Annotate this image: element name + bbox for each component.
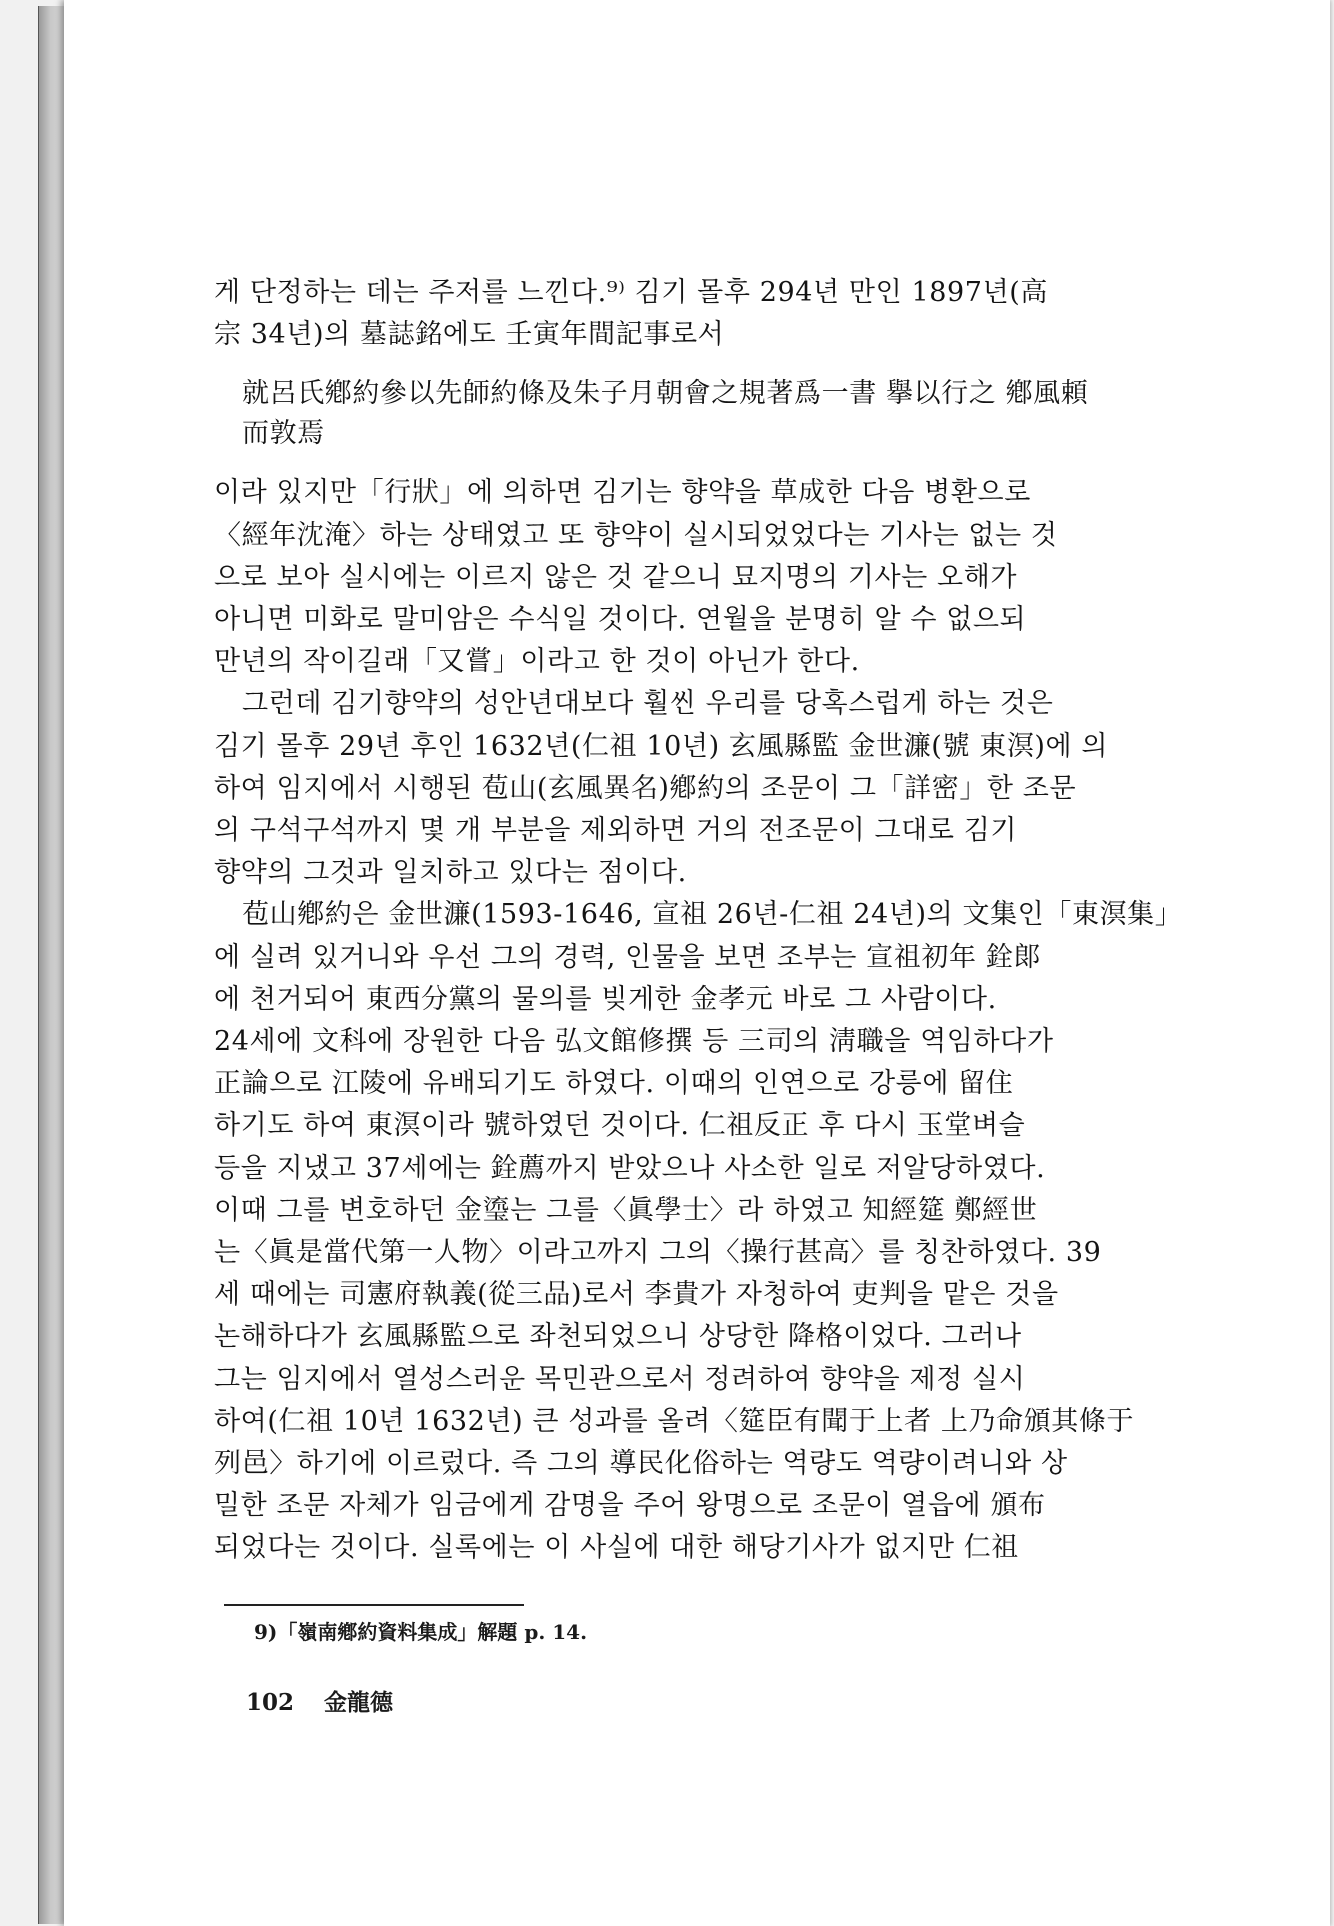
body-line: 하기도 하여 東溟이라 號하였던 것이다. 仁祖反正 후 다시 玉堂벼슬 — [214, 1110, 1026, 1142]
quote-line: 而敦焉 — [242, 418, 325, 450]
paragraph-3 — [214, 894, 1190, 1569]
footnote: 9)「嶺南鄕約資料集成」解題 p. 14. — [254, 1620, 588, 1644]
body-line: 밀한 조문 자체가 임금에게 감명을 주어 왕명으로 조문이 열읍에 頒布 — [214, 1490, 1046, 1522]
footnote-divider — [224, 1604, 524, 1606]
body-line: 그는 임지에서 열성스러운 목민관으로서 정려하여 향약을 제정 실시 — [214, 1363, 1026, 1395]
body-line: 에 실려 있거니와 우선 그의 경력, 인물을 보면 조부는 宣祖初年 銓郞 — [214, 941, 1041, 973]
body-line: 列邑〉하기에 이르렀다. 즉 그의 導民化俗하는 역량도 역량이려니와 상 — [214, 1448, 1068, 1480]
body-line: 〈經年沈淹〉하는 상태였고 또 향약이 실시되었었다는 기사는 없는 것 — [214, 519, 1058, 551]
body-line: 그런데 김기향약의 성안년대보다 훨씬 우리를 당혹스럽게 하는 것은 — [242, 688, 1054, 720]
body-line: 하여(仁祖 10년 1632년) 큰 성과를 올려〈筵臣有聞于上者 上乃命頒其條于 — [214, 1405, 1135, 1437]
body-line: 이라 있지만「行狀」에 의하면 김기는 향약을 草成한 다음 병환으로 — [214, 477, 1031, 509]
author-name: 金龍德 — [324, 1689, 394, 1716]
page-folio — [246, 1684, 393, 1717]
body-line: 이때 그를 변호하던 金瑬는 그를〈眞學士〉라 하였고 知經筵 鄭經世 — [214, 1194, 1038, 1226]
body-line: 宗 34년)의 墓誌銘에도 壬寅年間記事로서 — [214, 319, 725, 351]
body-line: 正論으로 江陵에 유배되기도 하였다. 이때의 인연으로 강릉에 留住 — [214, 1068, 1014, 1100]
body-line: 만년의 작이길래「又嘗」이라고 한 것이 아닌가 한다. — [214, 646, 860, 678]
paragraph-1 — [214, 472, 1190, 683]
book-spine-shadow — [38, 6, 67, 1924]
body-line: 되었다는 것이다. 실록에는 이 사실에 대한 해당기사가 없지만 仁祖 — [214, 1532, 1019, 1564]
body-line: 향약의 그것과 일치하고 있다는 점이다. — [214, 857, 687, 889]
body-line: 의 구석구석까지 몇 개 부분을 제외하면 거의 전조문이 그대로 김기 — [214, 815, 1018, 847]
body-line: 苞山鄕約은 金世濂(1593-1646, 宣祖 26년-仁祖 24년)의 文集인「東溟集」 — [242, 899, 1183, 931]
body-line: 아니면 미화로 말미암은 수식일 것이다. 연월을 분명히 알 수 없으되 — [214, 604, 1027, 636]
body-line: 논해하다가 玄風縣監으로 좌천되었으니 상당한 降格이었다. 그러나 — [214, 1321, 1022, 1353]
body-line: 에 천거되어 東西分黨의 물의를 빚게한 金孝元 바로 그 사람이다. — [214, 983, 997, 1015]
body-line: 하여 임지에서 시행된 苞山(玄風異名)鄕約의 조문이 그「詳密」한 조문 — [214, 772, 1077, 804]
body-line: 등을 지냈고 37세에는 銓薦까지 받았으나 사소한 일로 저알당하였다. — [214, 1152, 1046, 1184]
block-quote — [242, 374, 1190, 454]
body-line: 게 단정하는 데는 주저를 느낀다.⁹⁾ 김기 몰후 294년 만인 1897년(高 — [214, 277, 1048, 308]
body-line: 24세에 文科에 장원한 다음 弘文館修撰 등 三司의 淸職을 역임하다가 — [214, 1026, 1054, 1058]
page-number: 102 — [246, 1689, 295, 1716]
body-line: 는〈眞是當代第一人物〉이라고까지 그의〈操行甚高〉를 칭찬하였다. 39 — [214, 1237, 1102, 1269]
body-line: 김기 몰후 29년 후인 1632년(仁祖 10년) 玄風縣監 金世濂(號 東溟)에 의 — [214, 730, 1109, 762]
body-line: 으로 보아 실시에는 이르지 않은 것 같으니 묘지명의 기사는 오해가 — [214, 561, 1018, 593]
paragraph-2 — [214, 683, 1190, 894]
quote-line: 就呂氏鄕約參以先師約條及朱子月朝會之規著爲一書 擧以行之 鄕風頼 — [242, 378, 1089, 410]
body-line: 세 때에는 司憲府執義(從三品)로서 李貴가 자청하여 吏判을 맡은 것을 — [214, 1279, 1059, 1311]
page-body — [214, 272, 1190, 1570]
